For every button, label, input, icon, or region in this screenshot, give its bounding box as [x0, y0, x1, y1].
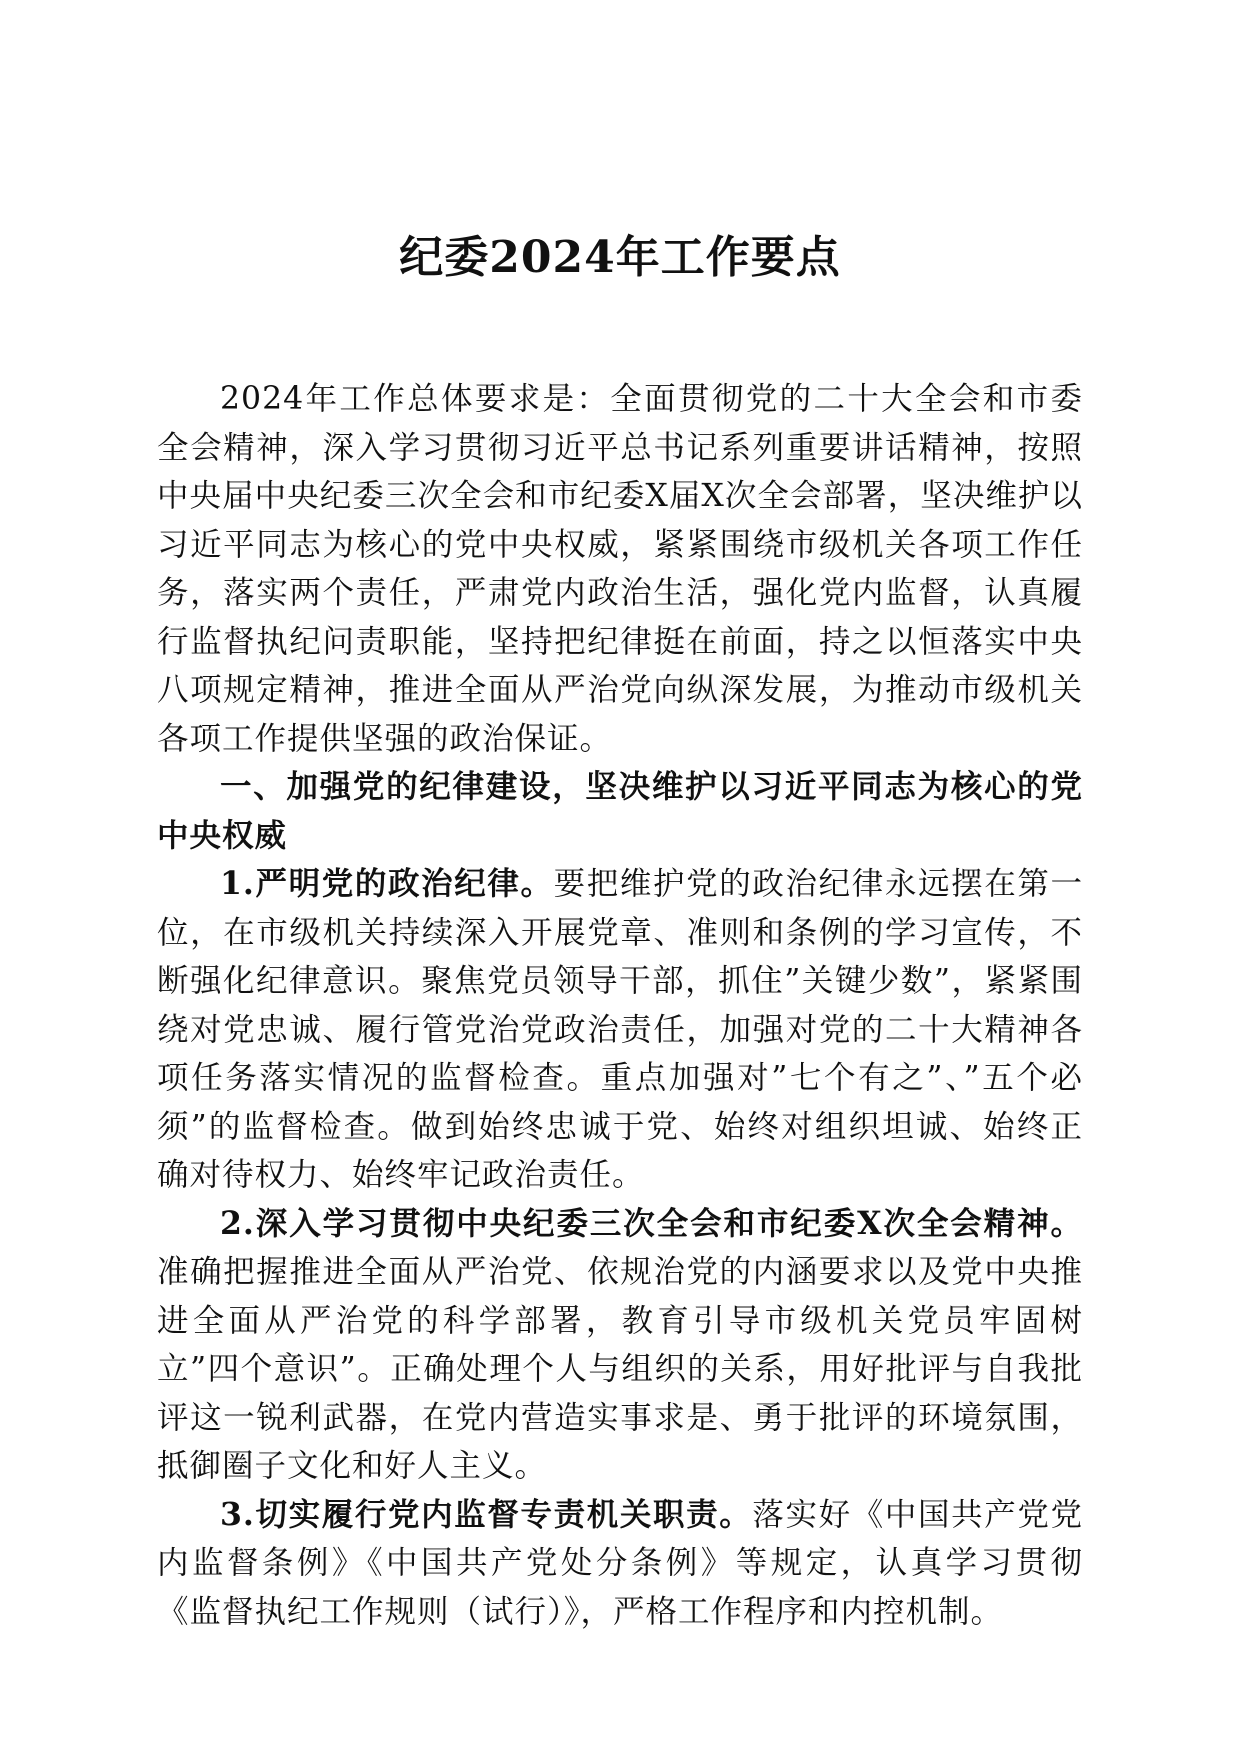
item-title: 3.切实履行党内监督专责机关职责。: [220, 1495, 753, 1533]
list-item: [157, 1200, 1083, 1491]
list-item: [157, 1491, 1083, 1637]
item-title: 2.深入学习贯彻中央纪委三次全会和市纪委X次全会精神。: [220, 1204, 1083, 1242]
item-body: 准确把握推进全面从严治党、依规治党的内涵要求以及党中央推进全面从严治党的科学部署，教育引导市级机关党员牢固树立”四个意识”。正确处理个人与组织的关系，用好批评与自我批评这一锐利武器，在党内营造实事求是、勇于批评的环境氛围，抵御圈子文化和好人主义。: [157, 1254, 1083, 1484]
item-title: 1.严明党的政治纪律。: [220, 865, 554, 902]
list-item: [157, 860, 1083, 1200]
intro-paragraph: 2024年工作总体要求是：全面贯彻党的二十大全会和市委全会精神，深入学习贯彻习近平总书记系列重要讲话精神，按照中央届中央纪委三次全会和市纪委X届X次全会部署，坚决维护以习近平同志为核心的党中央权威，紧紧围绕市级机关各项工作任务，落实两个责任，严肃党内政治生活，强化党内监督，认真履行监督执纪问责职能，坚持把纪律挺在前面，持之以恒落实中央八项规定精神，推进全面从严治党向纵深发展，为推动市级机关各项工作提供坚强的政治保证。: [157, 381, 1083, 757]
item-body: 要把维护党的政治纪律永远摆在第一位，在市级机关持续深入开展党章、准则和条例的学习宣传，不断强化纪律意识。聚焦党员领导干部，抓住”关键少数”，紧紧围绕对党忠诚、履行管党治党政治责任，加强对党的二十大精神各项任务落实情况的监督检查。重点加强对”七个有之”、”五个必须”的监督检查。做到始终忠诚于党、始终对组织坦诚、始终正确对待权力、始终牢记政治责任。: [157, 866, 1083, 1193]
document-title: 纪委2024年工作要点: [399, 232, 841, 283]
document-body: [157, 375, 1083, 1636]
item-body: 落实好《中国共产党党内监督条例》《中国共产党处分条例》等规定，认真学习贯彻《监督执纪工作规则（试行）》，严格工作程序和内控机制。: [157, 1496, 1083, 1630]
section-heading: 一、加强党的纪律建设，坚决维护以习近平同志为核心的党中央权威: [157, 769, 1083, 854]
